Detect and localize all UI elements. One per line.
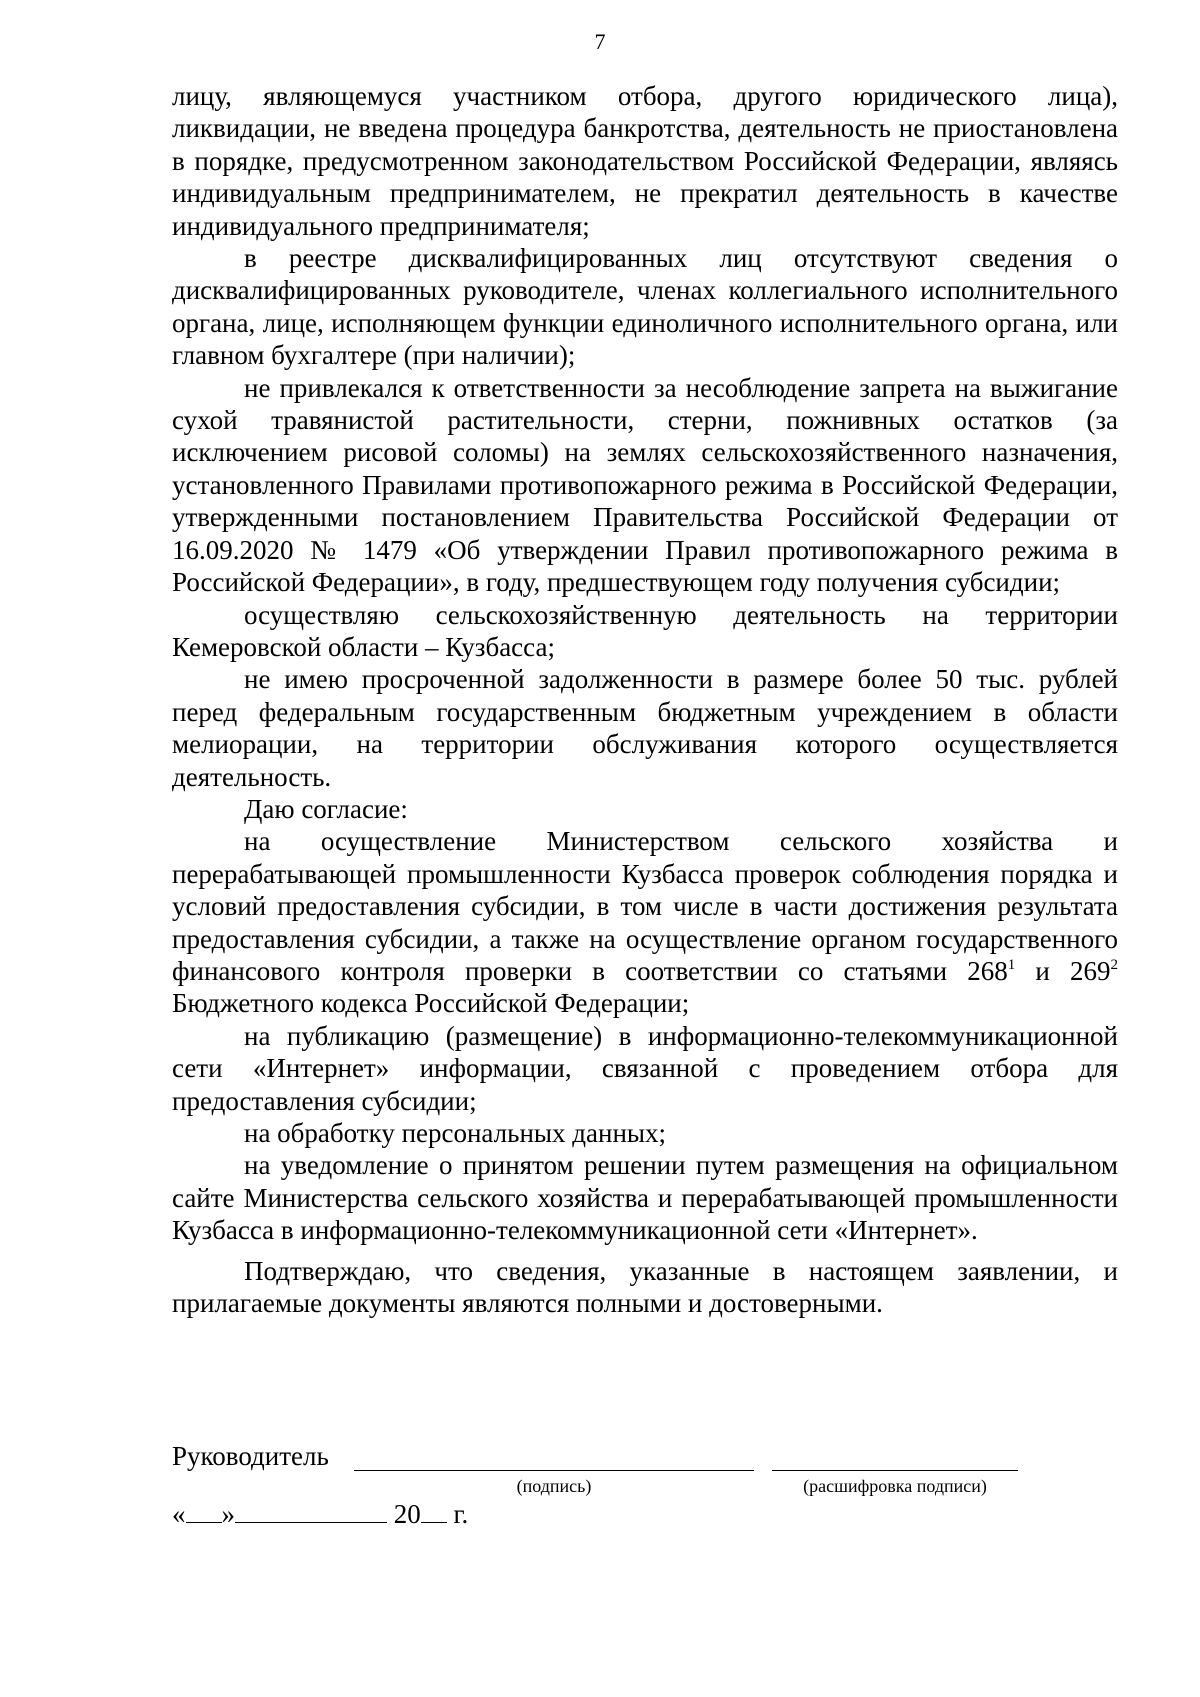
year-suffix: г. [446, 1499, 469, 1529]
paragraph-consent-notification: на уведомление о принятом решении путем размещения на официальном сайте Министерства сельского хозяйства и перерабатывающей промышленности Кузбасса в информационно-телекоммуникационной сети «Интернет». [172, 1150, 1118, 1246]
year-prefix: 20 [393, 1499, 421, 1529]
signature-block [172, 1440, 1118, 1529]
page-number: 7 [594, 29, 606, 54]
paragraph-consent-inspections [172, 825, 1118, 1019]
date-close-quote: » [221, 1499, 235, 1529]
signature-row [172, 1440, 1118, 1496]
year-blank-line [421, 1500, 447, 1523]
day-blank-line [186, 1500, 222, 1523]
month-blank-line [235, 1500, 387, 1523]
consent-inspections-text: на осуществление Министерством сельского хозяйства и перерабатывающей промышленности Кузбасса проверок соблюдения порядка и условий предоставления субсидии, в том числе в части достижения результата предоставления субсидии, а также на осуществление органом государственного финансового контроля проверки в соответствии со статьями 268 [172, 826, 1118, 986]
consent-inspections-end: Бюджетного кодекса Российской Федерации; [172, 988, 690, 1019]
paragraph-fire-regime: не привлекался к ответственности за несоблюдение запрета на выжигание сухой травянистой растительности, стерни, пожнивных остатков (за исключением рисовой соломы) на землях сельскохозяйственного назначения, установленного Правилами противопожарного режима в Российской Федерации, утвержденными постановлением Правительства Российской Федерации от 16.09.2020 № 1479 «Об утверждении Правил противопожарного режима в Российской Федерации», в году, предшествующем году получения субсидии; [172, 372, 1118, 598]
signature-line [354, 1470, 754, 1471]
paragraph-liquidation: лицу, являющемуся участником отбора, другого юридического лица), ликвидации, не введена процедура банкротства, деятельность не приостановлена в порядке, предусмотренном законодательством Российской Федерации, являясь индивидуальным предпринимателем, не прекратил деятельность в качестве индивидуального предпринимателя; [172, 81, 1118, 241]
consent-inspections-and: и 269 [1015, 955, 1111, 986]
signature-label: Руководитель [172, 1441, 329, 1471]
document-body [172, 80, 1118, 1319]
signature-decode-caption: (расшифровка подписи) [803, 1476, 987, 1496]
signature-caption: (подпись) [516, 1476, 592, 1496]
paragraph-consent-publication: на публикацию (размещение) в информационно-телекоммуникационной сети «Интернет» информации, связанной с проведением отбора для предоставления субсидии; [172, 1020, 1118, 1116]
superscript-2: 2 [1110, 956, 1118, 973]
superscript-1: 1 [1007, 956, 1016, 973]
paragraph-consent-heading: Даю согласие: [244, 793, 408, 824]
paragraph-confirmation: Подтверждаю, что сведения, указанные в настоящем заявлении, и прилагаемые документы являются полными и достоверными. [172, 1255, 1118, 1319]
date-row [172, 1498, 468, 1530]
signature-decode-line [772, 1470, 1018, 1471]
paragraph-agricultural-activity: осуществляю сельскохозяйственную деятельность на территории Кемеровской области – Кузбасса; [172, 599, 1118, 662]
paragraph-disqualified-registry: в реестре дисквалифицированных лиц отсутствуют сведения о дисквалифицированных руководителе, членах коллегиального исполнительного органа, лице, исполняющем функции единоличного исполнительного органа, или главном бухгалтере (при наличии); [172, 243, 1118, 371]
paragraph-no-debt: не имею просроченной задолженности в размере более 50 тыс. рублей перед федеральным государственным бюджетным учреждением в области мелиорации, на территории обслуживания которого осуществляется деятельность. [172, 664, 1118, 792]
paragraph-consent-personal-data: на обработку персональных данных; [244, 1118, 667, 1148]
date-open-quote: « [172, 1499, 186, 1529]
